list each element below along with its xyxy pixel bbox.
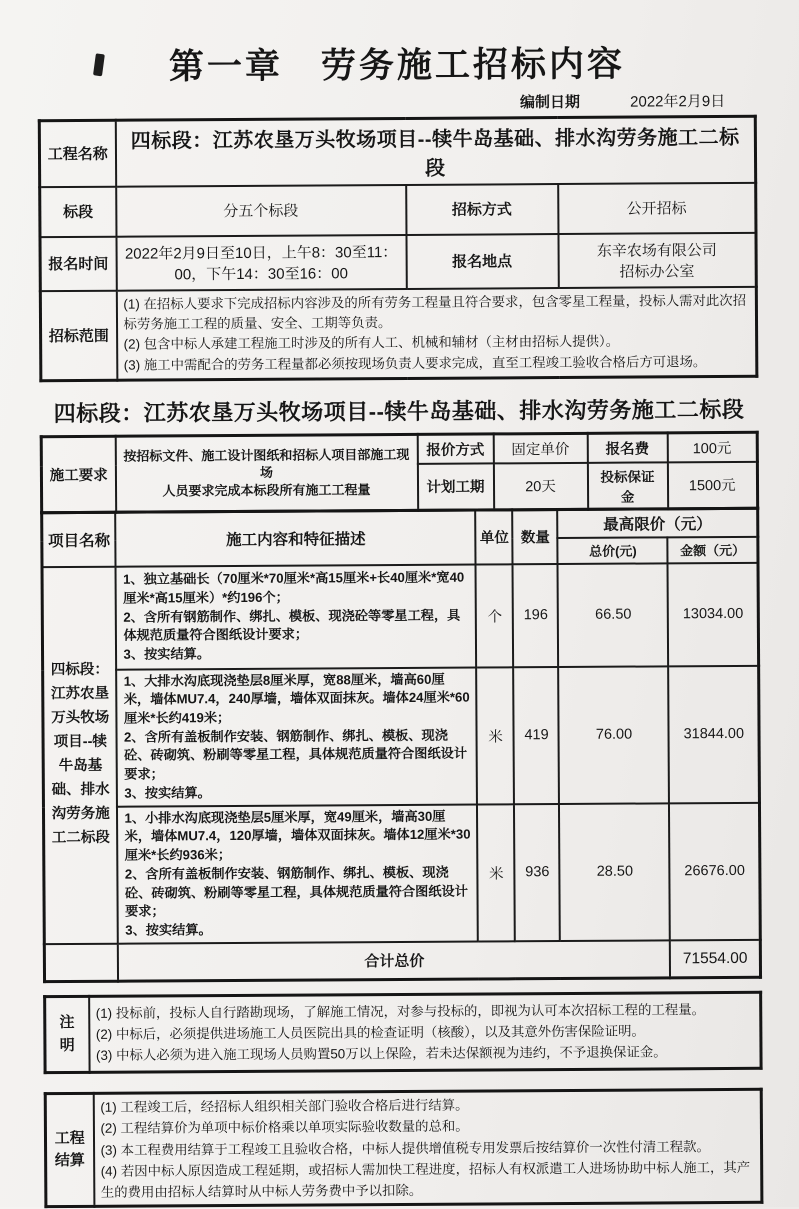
scope-item-2: (2) 包含中标人承建工程施工时涉及的所有人工、机械和辅材（主材由招标人提供）。 <box>123 333 620 352</box>
section-title: 四标段：江苏农垦万头牧场项目--犊牛岛基础、排水沟劳务施工二标段 <box>53 396 745 427</box>
compile-date-row <box>39 90 755 115</box>
total-row <box>44 940 760 982</box>
signup-time-value: 2022年2月9日至10日，上午8：30至11：00，下午14：30至16：00 <box>116 234 406 290</box>
section-value: 分五个标段 <box>116 184 406 236</box>
item-1-amount: 13034.00 <box>668 562 759 666</box>
signup-place-value: 东辛农场有限公司 招标办公室 <box>558 232 756 287</box>
col-header-amount: 金额（元） <box>668 536 758 563</box>
settlement-item-3: (3) 本工程费用结算于工程竣工且验收合格，中标人提供增值税专用发票后按结算价一次性付清工程款。 <box>100 1138 710 1158</box>
duration-label: 计划工期 <box>417 463 493 510</box>
construction-req-value: 按招标文件、施工设计图纸和招标人项目部施工现场 人员要求完成本标段所有施工工程量 <box>115 434 417 511</box>
item-3-unit: 米 <box>477 804 515 941</box>
col-header-total-price: 总价(元) <box>558 537 668 564</box>
project-info-table <box>38 115 759 382</box>
project-name-cell: 四标段：江苏农垦万头牧场项目--犊牛岛基础、排水沟劳务施工二标段 <box>42 566 118 944</box>
compile-date-value: 2022年2月9日 <box>630 93 726 111</box>
project-name-value: 四标段：江苏农垦万头牧场项目--犊牛岛基础、排水沟劳务施工二标段 <box>115 116 755 186</box>
signup-place-label: 报名地点 <box>406 234 558 289</box>
item-1-qty: 196 <box>513 564 559 667</box>
notes-table <box>43 991 762 1074</box>
settlement-label: 工程结算 <box>45 1094 94 1207</box>
settlement-item-2: (2) 工程结算价为单项中标价格乘以单项实际验收数量的总和。 <box>100 1119 469 1137</box>
price-method-label: 报价方式 <box>417 434 493 463</box>
item-2-price: 76.00 <box>559 666 670 804</box>
total-value: 71554.00 <box>670 940 760 979</box>
scope-item-3: (3) 施工中需配合的劳务工程量都必须按现场负责人要求完成，直至工程竣工验收合格后方可退场。 <box>123 353 707 373</box>
item-3-qty: 936 <box>514 804 560 941</box>
note-item-3: (3) 中标人必须为进入施工现场人员购置50万以上保险，若未达保额视为违约，不予退换保证金。 <box>95 1044 667 1064</box>
item-1-desc: 1、独立基础长（70厘米*70厘米*高15厘米+长40厘米*宽40厘米*高15厘米）*约196个； 2、含所有钢筋制作、绑扎、模板、现浇砼等零星工程，具体规范质量符合图纸设计要求； 3、按实结算。 <box>116 564 477 669</box>
settlement-table <box>44 1088 764 1208</box>
bid-method-label: 招标方式 <box>406 184 558 235</box>
col-header-qty: 数量 <box>513 509 558 564</box>
settlement-item-1: (1) 工程竣工后，经招标人组织相关部门验收合格后进行结算。 <box>100 1097 469 1116</box>
item-1-price: 66.50 <box>558 563 669 667</box>
scope-item-1: (1) 在招标人要求下完成招标内容涉及的所有劳务工程量且符合要求，包含零星工程量，投标人需对此次招标劳务施工工程的质量、安全、工期等负责。 <box>123 292 747 332</box>
col-header-max-price: 最高限价（元） <box>558 508 758 538</box>
bid-method-value: 公开招标 <box>558 182 756 233</box>
bid-items-table <box>40 506 762 983</box>
item-2-qty: 419 <box>514 667 560 804</box>
settlement-content <box>93 1090 762 1207</box>
bid-scope-content <box>116 286 757 380</box>
item-3-amount: 26676.00 <box>669 802 760 940</box>
section-label: 标段 <box>40 186 116 236</box>
col-header-unit: 单位 <box>476 509 513 564</box>
deposit-label: 投标保证金 <box>587 462 667 509</box>
total-label: 合计总价 <box>118 940 670 981</box>
item-row-1 <box>42 562 759 669</box>
construction-req-label: 施工要求 <box>41 436 115 512</box>
signup-fee-label: 报名费 <box>587 433 667 462</box>
item-3-desc: 1、小排水沟底现浇垫层5厘米厚，宽49厘米，墙高30厘米，墙体MU7.4，120厚墙，墙体双面抹灰。墙体12厘米*30厘米*长约936米； 2、含所有盖板制作安装、钢筋制作、绑扎、模板、现浇砼、砖砌筑、粉刷等零星工程，具体规范质量符合图纸设计要求； 3、按实结算。 <box>117 804 478 943</box>
bid-scope-label: 招标范围 <box>40 290 117 380</box>
duration-value: 20天 <box>493 462 587 509</box>
item-row-3 <box>43 802 760 944</box>
note-item-1: (1) 投标前，投标人自行踏勘现场，了解施工情况，对参与投标的，即视为认可本次招标工程的工程量。 <box>95 1002 706 1021</box>
item-2-amount: 31844.00 <box>669 665 760 803</box>
note-item-2: (2) 中标后，必须提供进场施工人员医院出具的检查证明（核酸），以及其意外伤害保险证明。 <box>95 1023 645 1043</box>
signup-time-label: 报名时间 <box>40 236 116 290</box>
deposit-value: 1500元 <box>667 461 757 508</box>
requirements-table <box>40 431 759 514</box>
page-title: 第一章 劳务施工招标内容 <box>168 44 626 87</box>
settlement-item-4: (4) 若因中标人原因造成工程延期，或招标人需加快工程进度，招标人有权派遣工人进场协助中标人施工，其产生的费用由招标人结算时从中标人劳务费中予以扣除。 <box>100 1159 751 1200</box>
item-row-2 <box>43 665 760 807</box>
price-method-value: 固定单价 <box>493 433 587 463</box>
notes-content <box>89 993 761 1073</box>
item-2-unit: 米 <box>477 667 515 804</box>
project-name-label: 工程名称 <box>39 120 115 186</box>
col-header-desc: 施工内容和特征描述 <box>116 510 476 567</box>
item-3-price: 28.50 <box>559 803 670 941</box>
notes-label: 注明 <box>45 997 89 1073</box>
total-row-empty-cell <box>44 944 118 982</box>
col-header-project: 项目名称 <box>42 512 116 567</box>
item-2-desc: 1、大排水沟底现浇垫层8厘米厚，宽88厘米，墙高60厘米，墙体MU7.4，240厚墙，墙体双面抹灰。墙体24厘米*60厘米*长约419米； 2、含所有盖板制作安装、钢筋制作、绑扎、模板、现浇砼、砖砌筑、粉刷等零星工程，具体规范质量符合图纸设计要求； 3、按实结算。 <box>117 667 478 806</box>
item-1-unit: 个 <box>476 564 514 667</box>
compile-date-label: 编制日期 <box>519 93 580 112</box>
signup-fee-value: 100元 <box>667 432 757 462</box>
